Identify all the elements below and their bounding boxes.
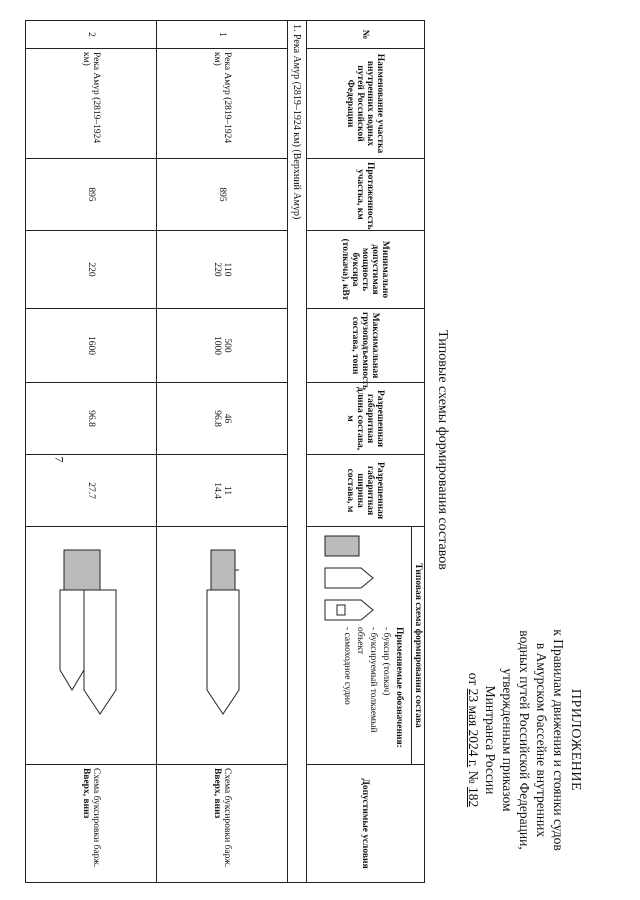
header-row — [307, 21, 425, 883]
appendix-line: к Правилам движения и стоянки судов — [551, 629, 566, 851]
row-allowed-length: 96.8 — [26, 383, 157, 455]
header-num: № — [307, 21, 425, 49]
legend — [311, 527, 411, 764]
row-length: 895 — [26, 159, 157, 231]
landscape-page — [20, 10, 620, 890]
appendix-number: 182 — [466, 786, 481, 808]
row-conditions: Схема буксировки барж. Вверх, вниз — [157, 765, 288, 883]
appendix-line: Минтранса России — [483, 685, 498, 795]
appendix-block — [465, 605, 584, 875]
tug-symbol — [325, 536, 359, 556]
document-title: Типовые схемы формирования составов — [435, 330, 450, 570]
row-allowed-length: 46 96.8 — [157, 383, 288, 455]
row-conditions: Схема буксировки барж. Вверх, вниз — [26, 765, 157, 883]
row-name: Река Амур (2819–1924 км) — [26, 49, 157, 159]
header-allowed-length: Разрешенная габаритная длина состава, м — [307, 383, 425, 455]
header-length: Протяженность участка, км — [307, 159, 425, 231]
towed-object-symbol — [61, 590, 85, 690]
scheme-title: Типовая схема формирования состава — [411, 527, 424, 764]
appendix-date-line: от 23 мая 2024 г. № 182 — [466, 672, 481, 808]
legend-title: Применяемые обозначения: — [394, 627, 404, 748]
tug-symbol — [65, 550, 101, 590]
towed-object-symbol — [325, 568, 373, 588]
appendix-line: утвержденным приказом — [500, 668, 515, 812]
table-row — [26, 21, 157, 883]
row-capacity: 500 1000 — [157, 309, 288, 383]
self-propelled-symbol — [325, 600, 373, 620]
towed-object-symbol — [208, 590, 240, 714]
appendix-line: водных путей Российской Федерации, — [517, 630, 532, 850]
header-allowed-width: Разрешенная габаритная ширина состава, м — [307, 455, 425, 527]
legend-tug: - буксир (толкач) — [381, 627, 391, 696]
scheme-diagram — [164, 530, 284, 762]
header-section-name: Наименование участка внутренних водных путей Российской Федерации — [307, 49, 425, 159]
row-length: 895 — [157, 159, 288, 231]
header-min-power: Минимально допустимая мощность буксира (толкача), кВт — [307, 231, 425, 309]
row-scheme — [26, 527, 157, 765]
section-title: 1. Река Амур (2819–1924 км) (Верхний Амур) — [288, 21, 307, 883]
appendix-date: 23 мая 2024 г. — [466, 688, 481, 768]
towed-object-symbol — [85, 590, 117, 714]
row-num: 2 — [26, 21, 157, 49]
header-conditions: Допустимые условия — [307, 765, 425, 883]
section-row — [288, 21, 307, 883]
row-allowed-width: 27.7 — [26, 455, 157, 527]
row-capacity: 1600 — [26, 309, 157, 383]
header-scheme — [307, 527, 425, 765]
legend-self-propelled: - самоходное судно — [342, 627, 352, 705]
appendix-heading: ПРИЛОЖЕНИЕ — [568, 688, 583, 792]
row-power: 220 — [26, 231, 157, 309]
row-num: 1 — [157, 21, 288, 49]
row-power: 110 220 — [157, 231, 288, 309]
table-row — [157, 21, 288, 883]
row-name: Река Амур (2819–1924 км) — [157, 49, 288, 159]
header-max-capacity: Максимальная грузоподъемность состава, тонн — [307, 309, 425, 383]
page-number: 7 — [52, 456, 67, 463]
legend-towed: - буксируемый толкаемый объект — [355, 627, 378, 733]
row-allowed-width: 11 14.4 — [157, 455, 288, 527]
tug-symbol — [212, 550, 236, 590]
scheme-diagram — [33, 530, 153, 762]
row-scheme — [157, 527, 288, 765]
formation-table — [25, 20, 425, 883]
appendix-line: в Амурском бассейне внутренних — [534, 642, 549, 838]
